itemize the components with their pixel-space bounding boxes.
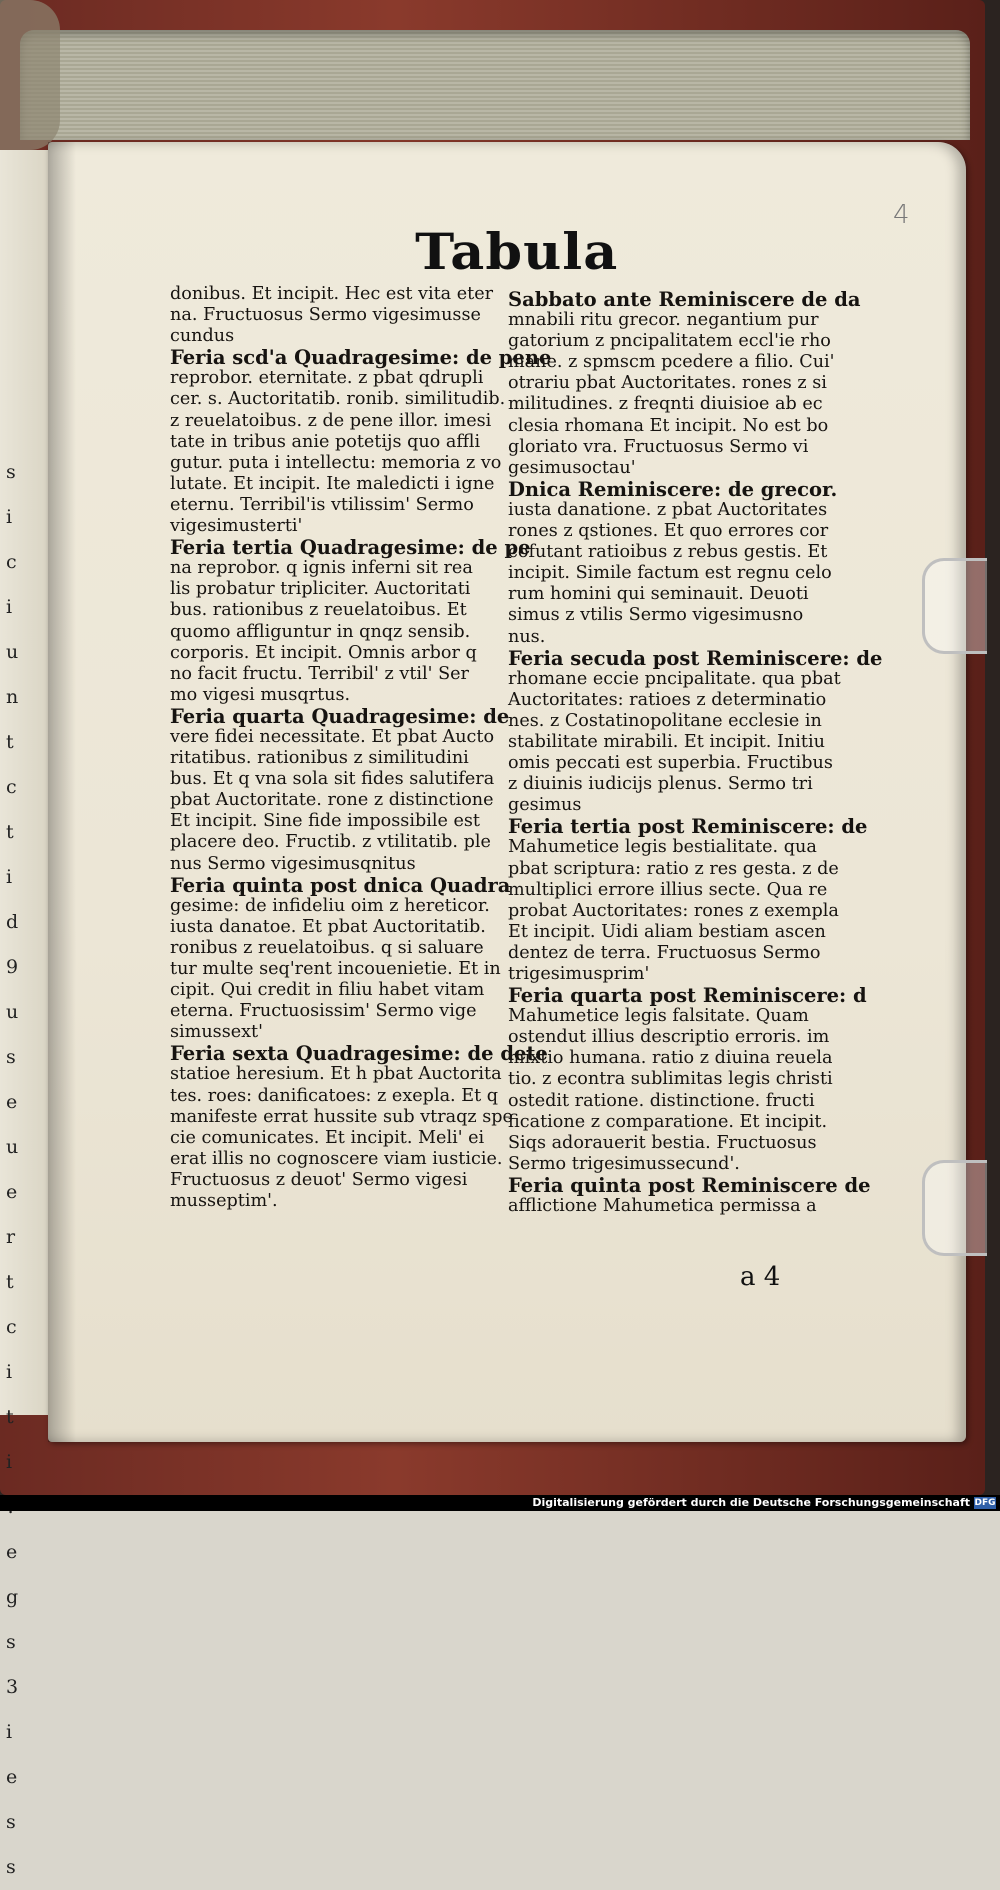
text-line: mnabili ritu grecor. negantium pur (508, 310, 819, 331)
text-line: Feria quinta post Reminiscere de (508, 1173, 871, 1197)
text-line: Feria secuda post Reminiscere: de (508, 646, 883, 670)
text-line: incipit. Simile factum est regnu celo (508, 563, 832, 584)
left-page-char: t (6, 1271, 14, 1293)
text-line: trigesimusprim' (508, 964, 650, 984)
text-line: corporis. Et incipit. Omnis arbor q (170, 642, 477, 663)
left-page-char: s (6, 1856, 16, 1878)
left-page-char: s (6, 1631, 16, 1653)
text-line: eternu. Terribil'is vtilissim' Sermo (170, 494, 474, 515)
text-line: placere deo. Fructib. z vtilitatib. ple (170, 832, 491, 853)
left-page-char: s (6, 1811, 16, 1833)
text-line: z reuelatoibus. z de pene illor. imesi (170, 410, 492, 431)
text-line: mo vigesi musqrtus. (170, 684, 351, 705)
text-line: simus z vtilis Sermo vigesimusno (508, 605, 804, 626)
text-line: Siqs adorauerit bestia. Fructuosus (508, 1132, 817, 1153)
left-page-char: s (6, 1046, 16, 1068)
text-line: Feria tertia Quadragesime: de pe (170, 536, 531, 560)
left-page-char: e (6, 1091, 18, 1113)
text-line: Feria sexta Quadragesime: de dete (170, 1042, 548, 1066)
text-line: Feria quarta Quadragesime: de (170, 704, 510, 728)
text-line: donibus. Et incipit. Hec est vita eter (170, 284, 494, 304)
text-line: gutur. puta i intellectu: memoria z vo (170, 452, 502, 473)
text-line: gesimusoctau' (508, 457, 636, 478)
text-line: cer. s. Auctoritatib. ronib. similitudib. (170, 389, 506, 410)
left-page-char: i (6, 1361, 13, 1383)
text-line: stabilitate mirabili. Et incipit. Initiu (508, 731, 825, 752)
text-line: Feria quinta post dnica Quadra (170, 873, 511, 897)
text-line: cipit. Qui credit in filiu habet vitam (170, 980, 485, 1001)
text-line: vere fidei necessitate. Et pbat Aucto (170, 726, 495, 747)
text-line: Mahumetice legis falsitate. Quam (508, 1006, 809, 1027)
page-fore-edge (20, 30, 970, 140)
left-page-char: u (6, 1001, 19, 1023)
left-page-char: s (6, 461, 16, 483)
text-line: tur multe seq'rent incouenietie. Et in (170, 959, 501, 979)
text-line: tes. roes: danificatoes: z exepla. Et q (170, 1085, 499, 1106)
text-line: lis probatur tripliciter. Auctoritati (170, 579, 471, 600)
signature-mark: a 4 (740, 1262, 781, 1292)
text-line: gesime: de infideliu oim z hereticor. (170, 895, 490, 916)
left-page-char: e (6, 1181, 18, 1203)
text-line: Et incipit. Uidi aliam bestiam ascen (508, 921, 826, 942)
left-page-char: c (6, 776, 17, 798)
text-line: multiplici errore illius secte. Qua re (508, 879, 828, 900)
left-page-char: u (6, 641, 19, 663)
text-line: nus Sermo vigesimusqnitus (170, 853, 416, 874)
left-page (0, 150, 55, 1878)
text-line: no facit fructu. Terribil' z vtil' Ser (170, 663, 469, 684)
text-line: lutate. Et incipit. Ite maledicti i igne (170, 473, 495, 494)
left-page-char: 9 (6, 956, 19, 978)
dfg-logo: DFG (974, 1498, 996, 1508)
text-line: iusta danatione. z pbat Auctoritates (508, 499, 828, 520)
text-line: gatorium z pncipalitatem eccl'ie rho (508, 331, 831, 352)
text-line: mane. z spmscm pcedere a filio. Cui' (508, 352, 835, 373)
left-page-char: c (6, 1316, 17, 1338)
spine-band (0, 0, 60, 150)
text-line: afflictione Mahumetica permissa a (508, 1196, 817, 1217)
text-line: simussext' (170, 1022, 263, 1043)
text-line: clesia rhomana Et incipit. No est bo (508, 415, 829, 436)
left-page-char: n (6, 686, 19, 708)
text-line: pbat scriptura: ratio z res gesta. z de (508, 858, 839, 879)
text-line: reprobor. eternitate. z pbat qdrupli (170, 368, 484, 389)
text-line: militudines. z freqnti diuisioe ab ec (508, 394, 823, 415)
text-line: Mahumetice legis bestialitate. qua (508, 837, 817, 858)
left-page-char: r (6, 1226, 16, 1248)
footer-credit: Digitalisierung gefördert durch die Deutsche Forschungsgemeinschaft (532, 1496, 970, 1509)
text-column-right (508, 288, 883, 1217)
text-line: Auctoritates: ratioes z determinatio (508, 689, 827, 710)
text-line: pbat Auctoritate. rone z distinctione (170, 790, 494, 811)
left-page-char: 3 (6, 1676, 19, 1698)
text-line: z diuinis iudicijs plenus. Sermo tri (508, 774, 813, 795)
left-page-char: i (6, 1451, 13, 1473)
text-line: cofutant ratioibus z rebus gestis. Et (508, 542, 828, 563)
left-page-char: t (6, 1406, 14, 1428)
text-line: Feria scd'a Quadragesime: de pene (170, 346, 552, 370)
text-line: rhomane eccie pncipalitate. qua pbat (508, 668, 841, 689)
text-line: Feria tertia post Reminiscere: de (508, 815, 868, 839)
page-clip-bottom (922, 1160, 987, 1256)
text-line: gloriato vra. Fructuosus Sermo vi (508, 436, 809, 457)
text-line: nes. z Costatinopolitane ecclesie in (508, 710, 822, 731)
pencil-page-number: 4 (893, 200, 910, 230)
text-line: tio. z econtra sublimitas legis christi (508, 1069, 833, 1090)
text-line: statioe heresium. Et h pbat Auctorita (170, 1064, 502, 1085)
text-line: vigesimusterti' (170, 516, 303, 537)
text-line: tate in tribus anie potetijs quo affli (170, 431, 481, 452)
text-line: Sermo trigesimussecund'. (508, 1153, 740, 1174)
left-page-text (6, 450, 36, 1890)
text-line: na. Fructuosus Sermo vigesimusse (170, 305, 481, 326)
left-page-char: e (6, 1541, 18, 1563)
text-line: Fructuosus z deuot' Sermo vigesi (170, 1169, 468, 1190)
text-line: quomo affliguntur in qnqz sensib. (170, 621, 471, 642)
text-line: ritatibus. rationibus z similitudini (170, 748, 469, 769)
text-line: Et incipit. Sine fide impossibile est (170, 811, 480, 832)
text-column-left (170, 284, 552, 1212)
text-line: gesimus (508, 795, 582, 816)
left-page-char: i (6, 1721, 13, 1743)
page-title: Tabula (415, 222, 619, 281)
text-line: ficatione z comparatione. Et incipit. (508, 1111, 828, 1132)
left-page-char: i (6, 506, 13, 528)
text-line: eterna. Fructuosissim' Sermo vige (170, 1001, 477, 1022)
text-line: ostendut illius descriptio erroris. im (508, 1027, 830, 1048)
left-page-char: d (6, 911, 19, 933)
left-page-char: t (6, 731, 14, 753)
text-line: omis peccati est superbia. Fructibus (508, 753, 833, 774)
text-line: rones z qstiones. Et quo errores cor (508, 521, 829, 542)
left-page-char: i (6, 596, 13, 618)
text-line: bus. Et q vna sola sit fides salutifera (170, 769, 495, 790)
text-line: ostedit ratione. distinctione. fructi (508, 1090, 815, 1111)
text-line: probat Auctoritates: rones z exempla (508, 900, 839, 921)
text-line: ronibus z reuelatoibus. q si saluare (170, 937, 484, 958)
text-line: cundus (170, 326, 235, 347)
text-line: Sabbato ante Reminiscere de da (508, 288, 861, 311)
text-line: manifeste errat hussite sub vtraqz spe (170, 1106, 513, 1127)
text-line: nus. (508, 626, 546, 647)
left-page-char: g (6, 1586, 19, 1608)
text-line: erat illis no cognoscere viam iusticie. (170, 1148, 503, 1169)
text-line: Dnica Reminiscere: de grecor. (508, 477, 838, 501)
text-line: bus. rationibus z reuelatoibus. Et (170, 600, 467, 621)
text-line: na reprobor. q ignis inferni sit rea (170, 558, 473, 579)
text-line: Feria quarta post Reminiscere: d (508, 984, 867, 1008)
left-page-char: u (6, 1136, 19, 1158)
text-line: iusta danatoe. Et pbat Auctoritatib. (170, 916, 486, 937)
text-line: musseptim'. (170, 1191, 278, 1212)
page-clip-top (922, 558, 987, 654)
left-page-char: i (6, 866, 13, 888)
left-page-char: c (6, 551, 17, 573)
text-line: dentez de terra. Fructuosus Sermo (508, 942, 821, 963)
text-line: mixtio humana. ratio z diuina reuela (508, 1048, 833, 1069)
text-line: cie comunicates. Et incipit. Meli' ei (170, 1127, 485, 1148)
gutter-shadow (48, 142, 76, 1442)
left-page-char: t (6, 821, 14, 843)
left-page-char: e (6, 1766, 18, 1788)
text-line: rum homini qui seminauit. Deuoti (508, 584, 809, 605)
text-line: otrariu pbat Auctoritates. rones z si (508, 373, 827, 394)
